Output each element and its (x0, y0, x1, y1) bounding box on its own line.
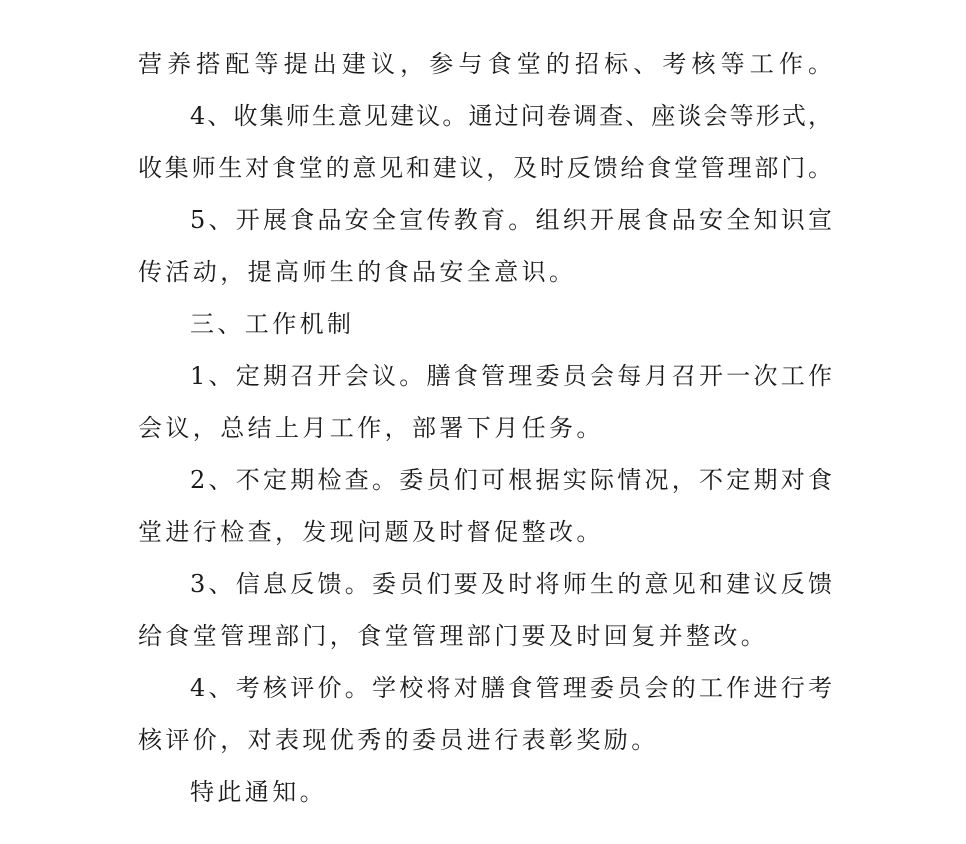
paragraph-line: 核评价，对表现优秀的委员进行表彰奖励。 (138, 726, 659, 754)
paragraph-line: 1、定期召开会议。膳食管理委员会每月召开一次工作 (190, 362, 832, 390)
paragraph-line: 会议，总结上月工作，部署下月任务。 (138, 414, 604, 442)
paragraph-line: 3、信息反馈。委员们要及时将师生的意见和建议反馈 (190, 570, 832, 598)
paragraph-line: 2、不定期检查。委员们可根据实际情况，不定期对食 (190, 466, 832, 494)
closing-line: 特此通知。 (190, 778, 327, 806)
paragraph-line: 4、考核评价。学校将对膳食管理委员会的工作进行考 (190, 674, 832, 702)
paragraph-line: 营养搭配等提出建议，参与食堂的招标、考核等工作。 (138, 50, 832, 78)
paragraph-line: 堂进行检查，发现问题及时督促整改。 (138, 518, 604, 546)
paragraph-line: 收集师生对食堂的意见和建议，及时反馈给食堂管理部门。 (138, 154, 832, 182)
paragraph-line: 5、开展食品安全宣传教育。组织开展食品安全知识宣 (190, 206, 832, 234)
paragraph-line: 传活动，提高师生的食品安全意识。 (138, 258, 577, 286)
document-page (138, 38, 832, 818)
paragraph-line: 4、收集师生意见建议。通过问卷调查、座谈会等形式， (190, 102, 832, 130)
paragraph-line: 给食堂管理部门，食堂管理部门要及时回复并整改。 (138, 622, 769, 650)
section-heading: 三、工作机制 (190, 310, 355, 338)
